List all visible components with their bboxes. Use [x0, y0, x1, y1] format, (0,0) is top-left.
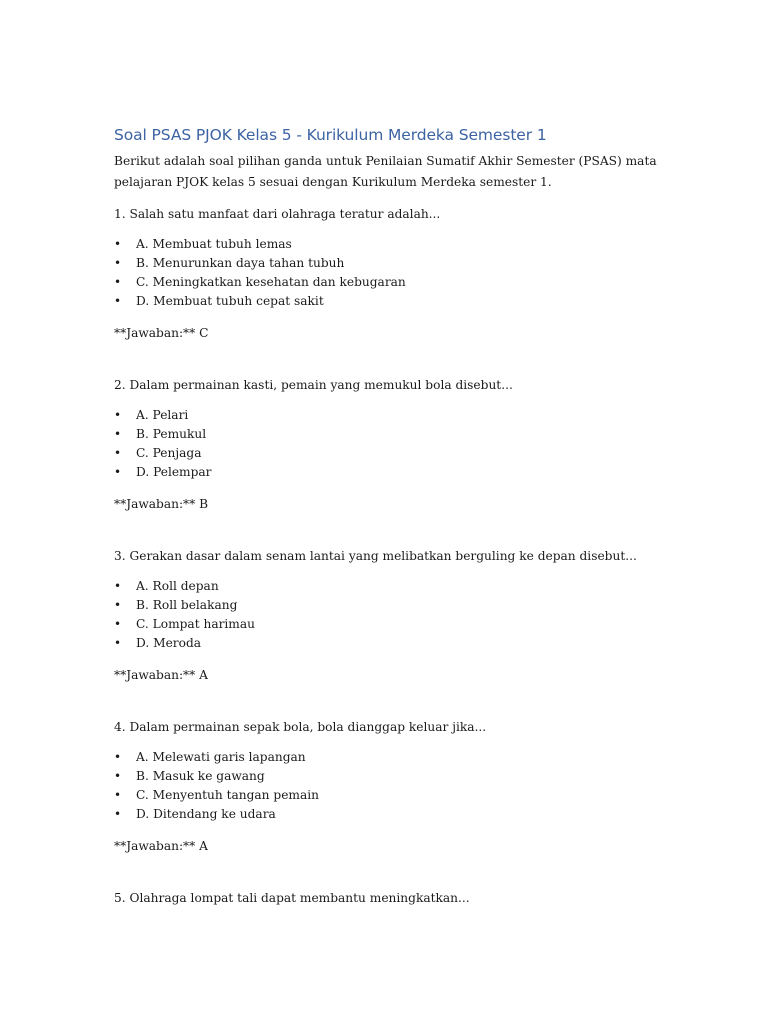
bullet-icon: • — [114, 636, 122, 650]
option-item — [114, 577, 714, 596]
question-text: 2. Dalam permainan kasti, pemain yang memukul bola disebut... — [114, 378, 513, 392]
question-text: 4. Dalam permainan sepak bola, bola dianggap keluar jika... — [114, 720, 487, 734]
option-item — [114, 292, 714, 311]
option-item — [114, 596, 714, 615]
answer-text: **Jawaban:** C — [114, 326, 209, 340]
option-item — [114, 254, 714, 273]
bullet-icon: • — [114, 427, 122, 441]
bullet-icon: • — [114, 769, 122, 783]
option-label: A. Melewati garis lapangan — [136, 750, 306, 764]
question-text: 3. Gerakan dasar dalam senam lantai yang melibatkan berguling ke depan disebut... — [114, 549, 637, 563]
question-text: 5. Olahraga lompat tali dapat membantu meningkatkan... — [114, 891, 470, 905]
question-block-2 — [114, 376, 714, 514]
bullet-icon: • — [114, 408, 122, 422]
bullet-icon: • — [114, 237, 122, 251]
bullet-icon: • — [114, 598, 122, 612]
answer-text: **Jawaban:** A — [114, 668, 208, 682]
bullet-icon: • — [114, 465, 122, 479]
question-block-5 — [114, 889, 714, 908]
option-item — [114, 748, 714, 767]
question-block-3 — [114, 547, 714, 685]
option-item — [114, 273, 714, 292]
bullet-icon: • — [114, 750, 122, 764]
answer-text: **Jawaban:** B — [114, 497, 209, 511]
option-item — [114, 406, 714, 425]
option-item — [114, 444, 714, 463]
option-item — [114, 767, 714, 786]
document-page — [114, 124, 714, 919]
option-label: C. Penjaga — [136, 446, 202, 460]
question-block-4 — [114, 718, 714, 856]
option-list — [114, 577, 714, 653]
option-label: A. Pelari — [136, 408, 189, 422]
question-block-1 — [114, 205, 714, 343]
option-label: D. Meroda — [136, 636, 202, 650]
document-title: Soal PSAS PJOK Kelas 5 - Kurikulum Merdeka Semester 1 — [114, 126, 547, 144]
option-label: B. Roll belakang — [136, 598, 238, 612]
option-item — [114, 805, 714, 824]
bullet-icon: • — [114, 275, 122, 289]
bullet-icon: • — [114, 617, 122, 631]
intro-line-2: pelajaran PJOK kelas 5 sesuai dengan Kurikulum Merdeka semester 1. — [114, 174, 552, 189]
option-label: B. Masuk ke gawang — [136, 769, 265, 783]
answer-text: **Jawaban:** A — [114, 839, 208, 853]
option-label: A. Roll depan — [136, 579, 219, 593]
option-item — [114, 425, 714, 444]
option-label: C. Menyentuh tangan pemain — [136, 788, 319, 802]
bullet-icon: • — [114, 294, 122, 308]
option-item — [114, 615, 714, 634]
bullet-icon: • — [114, 788, 122, 802]
option-label: C. Meningkatkan kesehatan dan kebugaran — [136, 275, 406, 289]
option-label: D. Ditendang ke udara — [136, 807, 276, 821]
intro-paragraph — [114, 151, 714, 192]
option-label: A. Membuat tubuh lemas — [136, 237, 292, 251]
option-item — [114, 235, 714, 254]
option-item — [114, 463, 714, 482]
option-item — [114, 634, 714, 653]
option-item — [114, 786, 714, 805]
bullet-icon: • — [114, 807, 122, 821]
option-list — [114, 406, 714, 482]
bullet-icon: • — [114, 446, 122, 460]
option-label: C. Lompat harimau — [136, 617, 255, 631]
option-label: D. Membuat tubuh cepat sakit — [136, 294, 324, 308]
option-list — [114, 235, 714, 311]
intro-line-1: Berikut adalah soal pilihan ganda untuk Penilaian Sumatif Akhir Semester (PSAS) mata — [114, 154, 657, 168]
option-list — [114, 748, 714, 824]
option-label: D. Pelempar — [136, 465, 212, 479]
option-label: B. Menurunkan daya tahan tubuh — [136, 256, 345, 270]
bullet-icon: • — [114, 256, 122, 270]
option-label: B. Pemukul — [136, 427, 207, 441]
question-text: 1. Salah satu manfaat dari olahraga teratur adalah... — [114, 207, 441, 221]
bullet-icon: • — [114, 579, 122, 593]
